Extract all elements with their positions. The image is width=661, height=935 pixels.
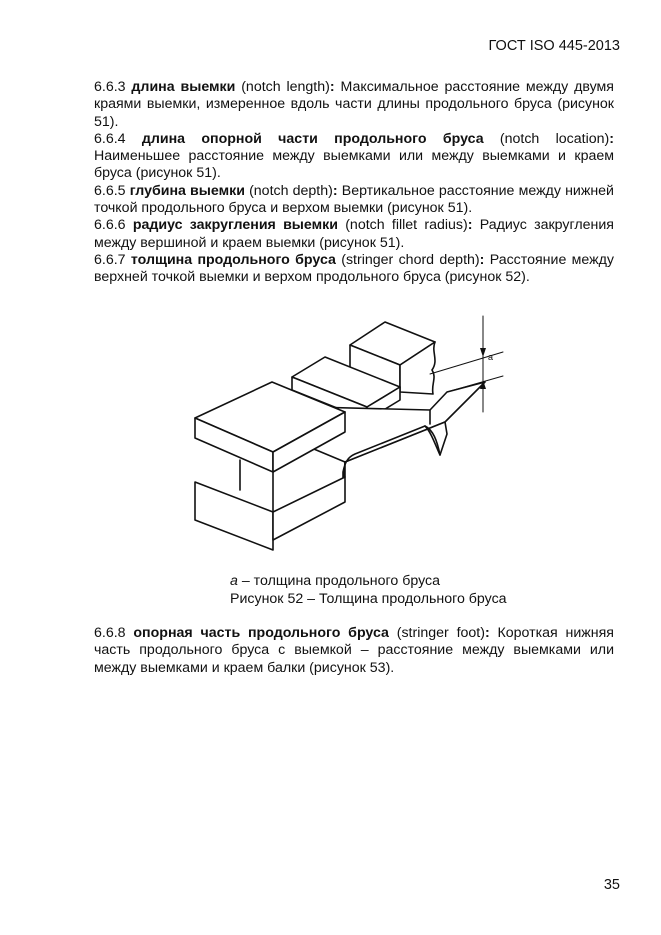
definitions-list — [94, 79, 614, 287]
term-definition: Вертикальное расстояние между нижней точкой продольного бруса и верхом выемки (рисунок 51). — [94, 182, 614, 217]
term-colon: : — [467, 217, 473, 234]
definition-6-6-6 — [94, 217, 614, 252]
term-name: длина выемки — [131, 79, 236, 95]
stringer-foot-side — [273, 477, 345, 540]
term-colon: : — [609, 130, 614, 147]
figure-legend — [230, 572, 590, 590]
term-colon: : — [479, 251, 485, 268]
standard-header: ГОСТ ISO 445-2013 — [488, 38, 620, 54]
figure-52-stringer-drawing — [185, 312, 515, 557]
term-definition: Короткая нижняя часть продольного бруса с выемкой – расстояние между выемками или между выемками и краем балки (рисунок 53). — [94, 625, 614, 676]
term-name: длина опорной части продольного бруса — [141, 130, 484, 147]
term-name: глубина выемки — [129, 182, 245, 199]
definition-6-6-3 — [94, 79, 614, 131]
definition-6-6-8-block — [94, 625, 614, 677]
section-number: 6.6.7 — [94, 251, 126, 268]
stringer-chord-depth-drawing — [185, 312, 515, 557]
term-english: (stringer chord depth) — [341, 251, 480, 268]
legend-text: – толщина продольного бруса — [237, 573, 440, 589]
legend-symbol: a — [230, 573, 238, 589]
section-number: 6.6.6 — [94, 217, 126, 234]
term-colon: : — [484, 625, 490, 641]
term-name: радиус закругления выемки — [132, 217, 338, 234]
term-name: толщина продольного бруса — [130, 251, 336, 268]
term-english: (notch fillet radius) — [345, 217, 468, 234]
page-number: 35 — [603, 877, 620, 893]
term-colon: : — [329, 79, 335, 95]
term-definition: Радиус закругления между вершиной и краем выемки (рисунок 51). — [94, 217, 614, 251]
stringer-foot-front — [195, 482, 273, 550]
term-english: (notch depth) — [249, 182, 333, 199]
definition-6-6-8 — [94, 625, 614, 677]
definition-6-6-5 — [94, 183, 614, 218]
section-number: 6.6.8 — [94, 625, 126, 641]
figure-title: Рисунок 52 – Толщина продольного бруса — [230, 591, 507, 607]
term-english: (notch location) — [499, 130, 610, 147]
term-definition: Максимальное расстояние между двумя краями выемки, измеренное вдоль части длины продольного бруса (рисунок 51). — [94, 79, 614, 130]
term-english: (stringer foot) — [396, 625, 485, 641]
dimension-label: a — [488, 352, 494, 362]
term-definition: Расстояние между верхней точкой выемки и верхом продольного бруса (рисунок 52). — [94, 251, 615, 286]
section-number: 6.6.4 — [94, 130, 126, 147]
section-number: 6.6.3 — [94, 79, 126, 95]
figure-caption — [230, 572, 590, 608]
term-name: опорная часть продольного бруса — [133, 625, 389, 641]
term-english: (notch length) — [241, 79, 330, 95]
definition-6-6-7 — [94, 252, 614, 287]
dimension-arrow-top — [480, 348, 486, 357]
definition-6-6-4 — [94, 131, 614, 183]
section-number: 6.6.5 — [94, 182, 126, 199]
term-colon: : — [332, 182, 338, 199]
term-definition: Наименьшее расстояние между выемками или между выемками и краем бруса (рисунок 51). — [94, 148, 614, 182]
